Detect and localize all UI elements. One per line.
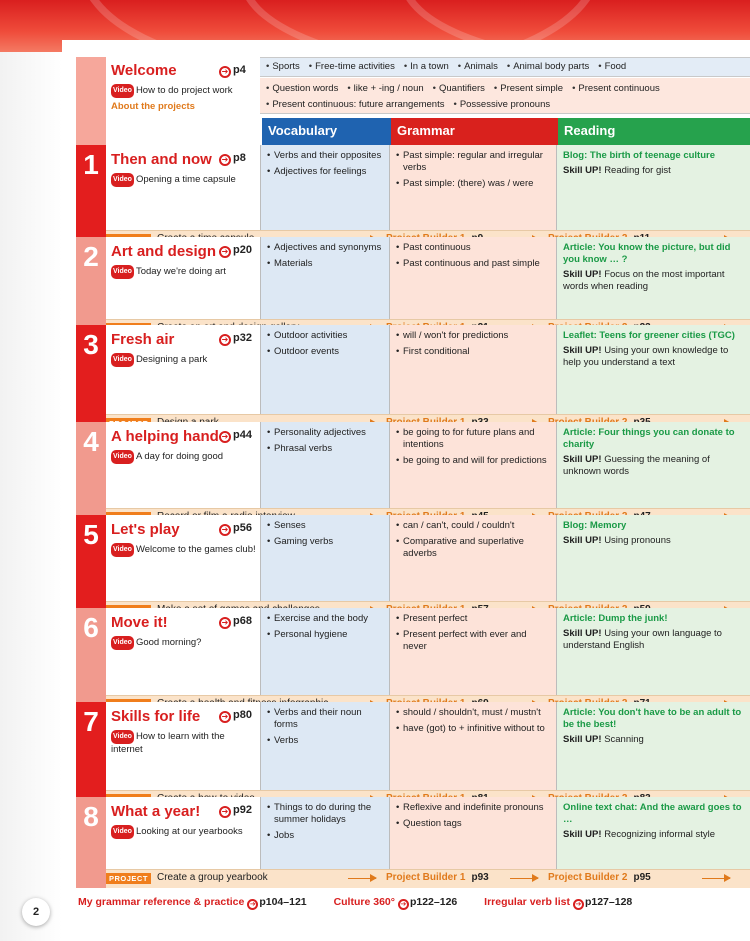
- video-icon: Video: [111, 730, 134, 744]
- arrow-circle-icon: ➔: [219, 154, 231, 166]
- units.1.vocabulary-item: • Materials: [267, 258, 384, 270]
- arrow-circle-icon: ➔: [219, 66, 231, 78]
- unit-title: Art and design: [111, 243, 217, 260]
- project-builder-2-page: p95: [633, 872, 651, 883]
- arrow-circle-icon: ➔: [247, 899, 258, 910]
- grammar-reference-label: My grammar reference & practice: [78, 896, 245, 908]
- welcome-title-box: [106, 57, 260, 157]
- unit-reading: [556, 325, 750, 414]
- welcome-topics-row1: [260, 57, 750, 77]
- project-builder-1-label: Project Builder 1: [386, 872, 466, 883]
- unit-title: Then and now: [111, 151, 212, 168]
- grammar-reference-pages: p104–121: [259, 896, 307, 908]
- arrow-circle-icon: ➔: [219, 431, 231, 443]
- arrow-circle-icon: ➔: [573, 899, 584, 910]
- welcome-video[interactable]: [111, 84, 256, 98]
- unit-page: p44: [233, 429, 252, 441]
- skill-up-text: Focus on the most important words when reading: [563, 269, 725, 292]
- welcome-topics-row2: [260, 78, 750, 114]
- unit-reading: [556, 515, 750, 601]
- unit-row: [76, 237, 750, 338]
- unit-reading: [556, 422, 750, 508]
- project-tag: PROJECT: [106, 873, 151, 884]
- skill-up-label: Skill UP!: [563, 829, 602, 840]
- unit-page-ref[interactable]: [219, 332, 252, 346]
- unit-reading: [556, 797, 750, 869]
- unit-vocabulary: [260, 325, 389, 414]
- unit-page-ref[interactable]: [219, 152, 246, 166]
- unit-grammar: [389, 145, 556, 230]
- units.2.vocabulary-item: • Outdoor events: [267, 346, 384, 358]
- project-bar: [106, 869, 750, 888]
- topic-item: • like + -ing / noun: [347, 81, 423, 97]
- arrow-right-icon: [510, 878, 538, 879]
- unit-title-box: [106, 797, 260, 869]
- welcome-strip: [76, 57, 106, 157]
- unit-title-box: [106, 237, 260, 319]
- units.4.grammar-item: • Comparative and superlative adverbs: [396, 536, 551, 560]
- unit-vocabulary: [260, 145, 389, 230]
- unit-number: 8: [76, 797, 106, 888]
- welcome-page-ref[interactable]: [219, 64, 246, 78]
- skill-up-text: Reading for gist: [604, 165, 671, 176]
- skill-up-text: Scanning: [604, 734, 644, 745]
- footer-links: [78, 896, 656, 910]
- unit-reading: [556, 608, 750, 695]
- unit-reading: [556, 702, 750, 790]
- unit-row: [76, 702, 750, 809]
- unit-vocabulary: [260, 608, 389, 695]
- arrow-circle-icon: ➔: [219, 806, 231, 818]
- reading-title: Leaflet: Teens for greener cities (TGC): [563, 330, 735, 341]
- grammar-reference-link[interactable]: [78, 896, 307, 910]
- units.0.grammar-item: • Past simple: (there) was / were: [396, 178, 551, 190]
- units.7.grammar-item: • Reflexive and indefinite pronouns: [396, 802, 551, 814]
- welcome-video-title: How to do project work: [135, 85, 233, 96]
- unit-video[interactable]: [111, 265, 256, 279]
- culture-pages: p122–126: [409, 896, 458, 908]
- unit-page-ref[interactable]: [219, 709, 252, 723]
- skill-up-label: Skill UP!: [563, 345, 602, 356]
- reading-title: Blog: Memory: [563, 520, 627, 531]
- welcome-title: Welcome: [111, 62, 177, 79]
- column-header-reading: Reading: [558, 118, 750, 145]
- topic-item: • In a town: [404, 61, 449, 72]
- topic-item: • Present continuous: [572, 81, 660, 97]
- irregular-verbs-label: Irregular verb list: [484, 896, 570, 908]
- video-icon: Video: [111, 450, 134, 464]
- unit-grammar: [389, 797, 556, 869]
- unit-number: 5: [76, 515, 106, 620]
- unit-page: p68: [233, 615, 252, 627]
- unit-title-box: [106, 608, 260, 695]
- unit-video[interactable]: [111, 543, 256, 557]
- unit-video-title: A day for doing good: [135, 451, 224, 462]
- unit-video[interactable]: [111, 353, 256, 367]
- unit-video-title: Designing a park: [135, 354, 208, 365]
- unit-reading: [556, 145, 750, 230]
- skill-up: [563, 734, 745, 746]
- reading-title: Article: Dump the junk!: [563, 613, 668, 624]
- reading-title: Article: You know the picture, but did you know … ?: [563, 242, 731, 265]
- unit-page-ref[interactable]: [219, 804, 252, 818]
- skill-up-label: Skill UP!: [563, 454, 602, 465]
- skill-up: [563, 345, 745, 369]
- skill-up: [563, 269, 745, 293]
- unit-vocabulary: [260, 702, 389, 790]
- unit-page: p92: [233, 804, 252, 816]
- unit-video[interactable]: [111, 450, 256, 464]
- unit-vocabulary: [260, 422, 389, 508]
- unit-video[interactable]: [111, 825, 256, 839]
- unit-row: [76, 145, 750, 249]
- unit-video-title: Welcome to the games club!: [135, 544, 256, 555]
- skill-up-label: Skill UP!: [563, 535, 602, 546]
- units.2.grammar-item: • First conditional: [396, 346, 551, 358]
- skill-up-label: Skill UP!: [563, 165, 602, 176]
- topic-item: • Sports: [266, 61, 300, 72]
- skill-up-text: Using pronouns: [604, 535, 671, 546]
- unit-video-title: Looking at our yearbooks: [135, 826, 243, 837]
- about-projects[interactable]: About the projects: [111, 101, 195, 112]
- unit-title: What a year!: [111, 803, 201, 820]
- welcome-page: p4: [233, 64, 246, 76]
- reading-title: Article: Four things you can donate to charity: [563, 427, 735, 450]
- culture-label: Culture 360°: [333, 896, 395, 908]
- unit-vocabulary: [260, 797, 389, 869]
- project-builder-2[interactable]: [548, 872, 651, 883]
- unit-title: Move it!: [111, 614, 168, 631]
- units.4.vocabulary-item: • Gaming verbs: [267, 536, 384, 548]
- unit-title-box: [106, 325, 260, 414]
- unit-title-box: [106, 145, 260, 230]
- video-icon: Video: [111, 353, 134, 367]
- units.7.grammar-item: • Question tags: [396, 818, 551, 830]
- units.4.grammar-item: • can / can't, could / couldn't: [396, 520, 551, 532]
- video-icon: Video: [111, 543, 134, 557]
- topic-item: • Free-time activities: [309, 61, 395, 72]
- units.7.vocabulary-item: • Things to do during the summer holidays: [267, 802, 384, 826]
- reading-title: Article: You don't have to be an adult to be the best!: [563, 707, 742, 730]
- video-icon: Video: [111, 636, 134, 650]
- unit-title-box: [106, 515, 260, 601]
- arrow-circle-icon: ➔: [398, 899, 409, 910]
- irregular-verbs-link[interactable]: [484, 896, 632, 910]
- units.3.grammar-item: • be going to and will for predictions: [396, 455, 551, 467]
- skill-up: [563, 165, 745, 177]
- units.3.vocabulary-item: • Personality adjectives: [267, 427, 384, 439]
- units.5.vocabulary-item: • Exercise and the body: [267, 613, 384, 625]
- topic-item: • Quantifiers: [433, 81, 485, 97]
- unit-vocabulary: [260, 237, 389, 319]
- units.3.grammar-item: • be going to for future plans and intentions: [396, 427, 551, 451]
- unit-grammar: [389, 422, 556, 508]
- topic-item: • Animal body parts: [507, 61, 589, 72]
- skill-up: [563, 829, 745, 841]
- arrow-circle-icon: ➔: [219, 524, 231, 536]
- skill-up-label: Skill UP!: [563, 269, 602, 280]
- unit-number: 3: [76, 325, 106, 433]
- units.3.vocabulary-item: • Phrasal verbs: [267, 443, 384, 455]
- unit-number: 2: [76, 237, 106, 338]
- units.7.vocabulary-item: • Jobs: [267, 830, 384, 842]
- unit-vocabulary: [260, 515, 389, 601]
- project-builder-2-label: Project Builder 2: [548, 872, 628, 883]
- units.5.vocabulary-item: • Personal hygiene: [267, 629, 384, 641]
- unit-number: 4: [76, 422, 106, 527]
- unit-video-title: Opening a time capsule: [135, 174, 236, 185]
- project-builder-1[interactable]: [386, 872, 489, 883]
- topic-item: • Animals: [458, 61, 498, 72]
- skill-up-text: Guessing the meaning of unknown words: [563, 454, 710, 477]
- unit-page: p80: [233, 709, 252, 721]
- irregular-verbs-pages: p127–128: [584, 896, 633, 908]
- unit-page-ref[interactable]: [219, 522, 252, 536]
- unit-video-title: How to learn with the internet: [111, 731, 225, 755]
- skill-up: [563, 535, 745, 547]
- unit-row: [76, 422, 750, 527]
- contents-page: [62, 40, 750, 941]
- unit-title-box: [106, 422, 260, 508]
- culture-link[interactable]: [334, 896, 458, 910]
- column-header-vocabulary: Vocabulary: [262, 118, 391, 145]
- unit-page: p56: [233, 522, 252, 534]
- video-icon: Video: [111, 173, 134, 187]
- units.0.vocabulary-item: • Adjectives for feelings: [267, 166, 384, 178]
- topic-item: • Food: [598, 61, 626, 72]
- unit-video[interactable]: [111, 636, 256, 650]
- arrow-right-icon: [702, 878, 730, 879]
- unit-row: [76, 325, 750, 433]
- unit-number: 1: [76, 145, 106, 249]
- unit-grammar: [389, 237, 556, 319]
- unit-row: [76, 515, 750, 620]
- skill-up-label: Skill UP!: [563, 734, 602, 745]
- units.1.vocabulary-item: • Adjectives and synonyms: [267, 242, 384, 254]
- units.6.vocabulary-item: • Verbs and their noun forms: [267, 707, 384, 731]
- unit-title: Fresh air: [111, 331, 175, 348]
- unit-reading: [556, 237, 750, 319]
- unit-video[interactable]: [111, 173, 256, 187]
- units.6.grammar-item: • should / shouldn't, must / mustn't: [396, 707, 551, 719]
- unit-number: 7: [76, 702, 106, 809]
- units.2.grammar-item: • will / won't for predictions: [396, 330, 551, 342]
- topic-item: • Possessive pronouns: [453, 97, 550, 113]
- video-icon: Video: [111, 825, 134, 839]
- arrow-circle-icon: ➔: [219, 617, 231, 629]
- project-builder-1-page: p93: [471, 872, 489, 883]
- unit-page: p20: [233, 244, 252, 256]
- arrow-circle-icon: ➔: [219, 711, 231, 723]
- unit-title: A helping hand: [111, 428, 219, 445]
- units.6.grammar-item: • have (got) to + infinitive without to: [396, 723, 551, 735]
- skill-up-text: Using your own language to understand English: [563, 628, 722, 651]
- units.2.vocabulary-item: • Outdoor activities: [267, 330, 384, 342]
- units.5.grammar-item: • Present perfect with ever and never: [396, 629, 551, 653]
- page-number: 2: [22, 898, 50, 926]
- topic-item: • Present simple: [494, 81, 563, 97]
- unit-title: Skills for life: [111, 708, 201, 725]
- project-name[interactable]: Create a group yearbook: [157, 872, 268, 883]
- reading-title: Blog: The birth of teenage culture: [563, 150, 716, 161]
- skill-up: [563, 454, 745, 478]
- skill-up-text: Using your own knowledge to help you understand a text: [563, 345, 729, 368]
- unit-title-box: [106, 702, 260, 790]
- video-icon: Video: [111, 84, 134, 98]
- unit-video[interactable]: [111, 730, 256, 756]
- unit-grammar: [389, 515, 556, 601]
- unit-video-title: Today we're doing art: [135, 266, 226, 277]
- units.1.grammar-item: • Past continuous: [396, 242, 551, 254]
- video-icon: Video: [111, 265, 134, 279]
- units.0.vocabulary-item: • Verbs and their opposites: [267, 150, 384, 162]
- units.6.vocabulary-item: • Verbs: [267, 735, 384, 747]
- units.4.vocabulary-item: • Senses: [267, 520, 384, 532]
- units.0.grammar-item: • Past simple: regular and irregular verbs: [396, 150, 551, 174]
- skill-up-text: Recognizing informal style: [604, 829, 716, 840]
- column-header-grammar: Grammar: [391, 118, 558, 145]
- units.5.grammar-item: • Present perfect: [396, 613, 551, 625]
- unit-page: p32: [233, 332, 252, 344]
- topic-item: • Question words: [266, 81, 338, 97]
- unit-page-ref[interactable]: [219, 429, 252, 443]
- unit-row: [76, 608, 750, 714]
- unit-grammar: [389, 325, 556, 414]
- page-edge-shadow: [0, 52, 62, 941]
- unit-page: p8: [233, 152, 246, 164]
- unit-number: 6: [76, 608, 106, 714]
- unit-row: [76, 797, 750, 888]
- unit-title: Let's play: [111, 521, 180, 538]
- skill-up: [563, 628, 745, 652]
- arrow-circle-icon: ➔: [219, 246, 231, 258]
- topic-item: • Present continuous: future arrangements: [266, 97, 444, 113]
- units.1.grammar-item: • Past continuous and past simple: [396, 258, 551, 270]
- reading-title: Online text chat: And the award goes to …: [563, 802, 742, 825]
- unit-video-title: Good morning?: [135, 637, 202, 648]
- skill-up-label: Skill UP!: [563, 628, 602, 639]
- unit-page-ref[interactable]: [219, 615, 252, 629]
- arrow-circle-icon: ➔: [219, 334, 231, 346]
- unit-grammar: [389, 608, 556, 695]
- unit-grammar: [389, 702, 556, 790]
- unit-page-ref[interactable]: [219, 244, 252, 258]
- arrow-right-icon: [348, 878, 376, 879]
